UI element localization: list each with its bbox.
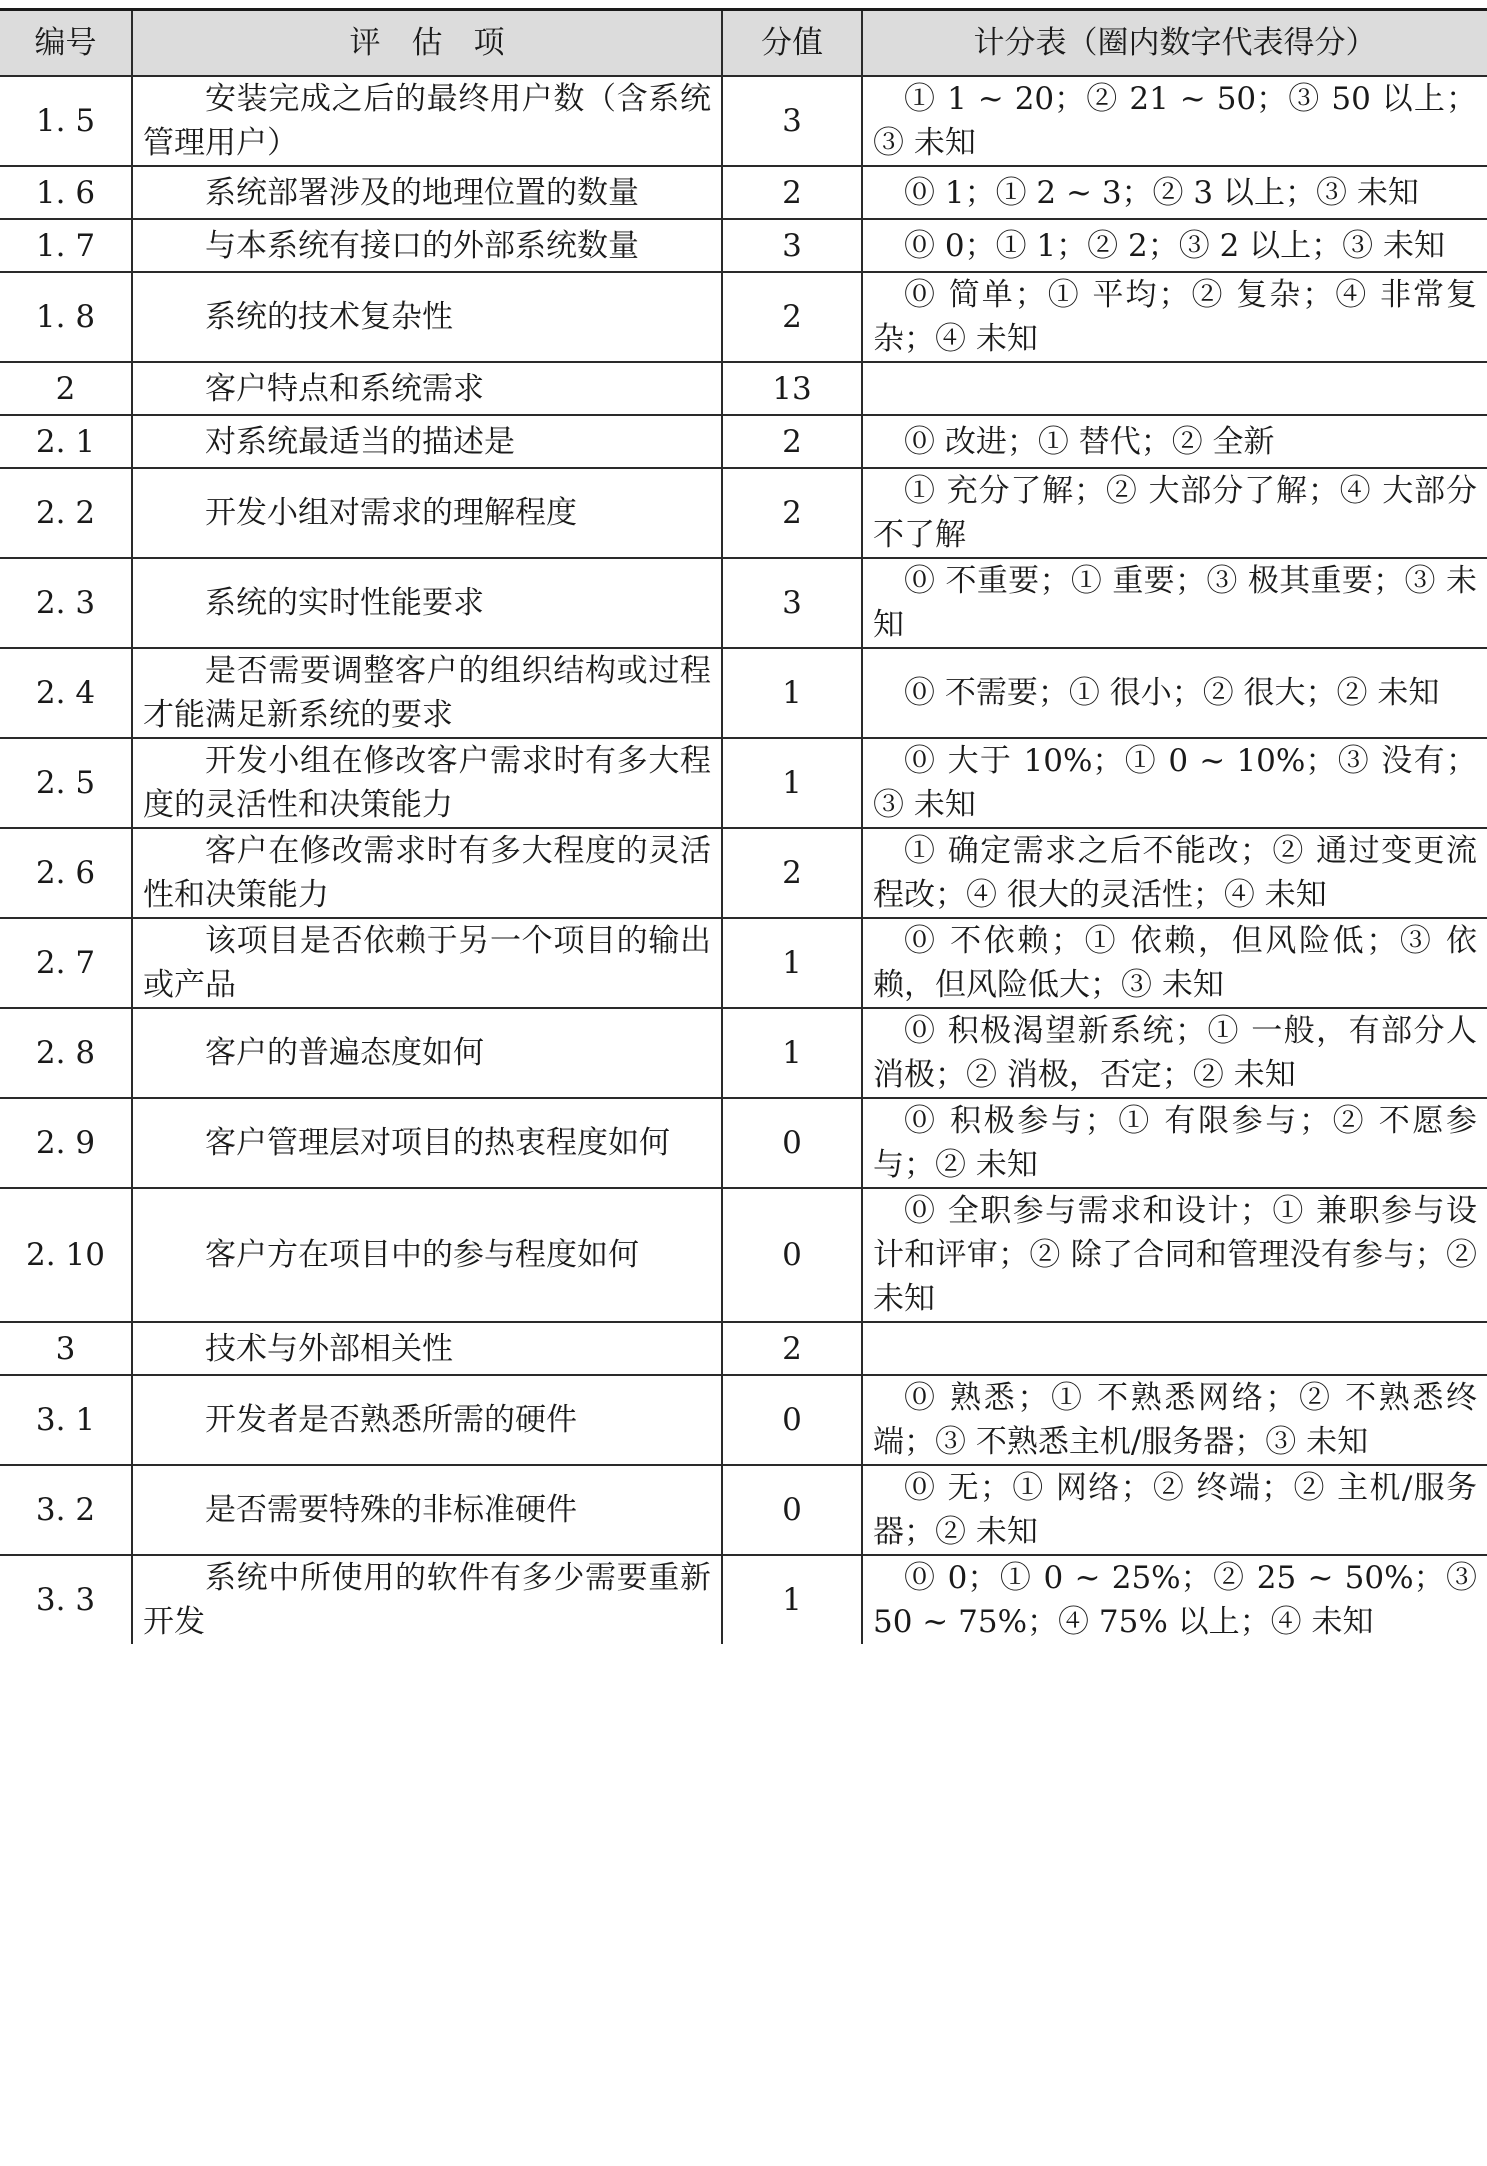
cell-id: 1. 7: [0, 219, 132, 272]
cell-score: 2: [722, 272, 862, 362]
cell-item: 系统的实时性能要求: [132, 558, 722, 648]
cell-scale: ① 1 ~ 20；② 21 ~ 50；③ 50 以上；③ 未知: [862, 76, 1487, 166]
cell-scale: ⓪ 不重要；① 重要；③ 极其重要；③ 未知: [862, 558, 1487, 648]
table-row: [0, 1008, 1487, 1098]
cell-item: 客户管理层对项目的热衷程度如何: [132, 1098, 722, 1188]
cell-id: 2. 4: [0, 648, 132, 738]
cell-score: 0: [722, 1465, 862, 1555]
cell-item: 开发小组在修改客户需求时有多大程度的灵活性和决策能力: [132, 738, 722, 828]
cell-item: 安装完成之后的最终用户数（含系统管理用户）: [132, 76, 722, 166]
risk-assessment-table: [0, 8, 1487, 1644]
cell-scale: [862, 1322, 1487, 1375]
cell-id: 3. 2: [0, 1465, 132, 1555]
cell-score: 0: [722, 1188, 862, 1322]
cell-item: 该项目是否依赖于另一个项目的输出或产品: [132, 918, 722, 1008]
cell-score: 0: [722, 1098, 862, 1188]
header-id: 编号: [0, 10, 132, 77]
cell-item: 客户方在项目中的参与程度如何: [132, 1188, 722, 1322]
cell-id: 1. 5: [0, 76, 132, 166]
cell-score: 1: [722, 1008, 862, 1098]
cell-scale: ⓪ 大于 10%；① 0 ~ 10%；③ 没有；③ 未知: [862, 738, 1487, 828]
cell-id: 2. 8: [0, 1008, 132, 1098]
table-row: [0, 1322, 1487, 1375]
cell-id: 3: [0, 1322, 132, 1375]
table-row: [0, 828, 1487, 918]
header-scale: 计分表（圈内数字代表得分）: [862, 10, 1487, 77]
cell-score: 1: [722, 648, 862, 738]
cell-id: 2. 10: [0, 1188, 132, 1322]
cell-id: 3. 3: [0, 1555, 132, 1644]
cell-id: 3. 1: [0, 1375, 132, 1465]
cell-score: 1: [722, 1555, 862, 1644]
cell-item: 技术与外部相关性: [132, 1322, 722, 1375]
cell-id: 2. 5: [0, 738, 132, 828]
cell-score: 13: [722, 362, 862, 415]
cell-scale: ⓪ 0；① 1；② 2；③ 2 以上；③ 未知: [862, 219, 1487, 272]
cell-scale: ⓪ 积极参与；① 有限参与；② 不愿参与；② 未知: [862, 1098, 1487, 1188]
cell-id: 1. 8: [0, 272, 132, 362]
table-row: [0, 648, 1487, 738]
cell-id: 2. 7: [0, 918, 132, 1008]
cell-score: 1: [722, 918, 862, 1008]
cell-id: 2. 1: [0, 415, 132, 468]
header-row: [0, 10, 1487, 77]
cell-item: 系统部署涉及的地理位置的数量: [132, 166, 722, 219]
table-row: [0, 362, 1487, 415]
table-row: [0, 738, 1487, 828]
table-row: [0, 415, 1487, 468]
cell-scale: ⓪ 不需要；① 很小；② 很大；② 未知: [862, 648, 1487, 738]
table-row: [0, 166, 1487, 219]
cell-scale: [862, 362, 1487, 415]
cell-item: 开发小组对需求的理解程度: [132, 468, 722, 558]
cell-scale: ① 确定需求之后不能改；② 通过变更流程改；④ 很大的灵活性；④ 未知: [862, 828, 1487, 918]
cell-score: 2: [722, 166, 862, 219]
header-item: 评 估 项: [132, 10, 722, 77]
cell-id: 1. 6: [0, 166, 132, 219]
cell-score: 2: [722, 828, 862, 918]
cell-item: 与本系统有接口的外部系统数量: [132, 219, 722, 272]
table-row: [0, 1465, 1487, 1555]
cell-score: 2: [722, 1322, 862, 1375]
cell-scale: ① 充分了解；② 大部分了解；④ 大部分不了解: [862, 468, 1487, 558]
cell-id: 2. 9: [0, 1098, 132, 1188]
cell-scale: ⓪ 无；① 网络；② 终端；② 主机/服务器；② 未知: [862, 1465, 1487, 1555]
table-body: [0, 76, 1487, 1644]
cell-scale: ⓪ 全职参与需求和设计；① 兼职参与设计和评审；② 除了合同和管理没有参与；② 未知: [862, 1188, 1487, 1322]
cell-item: 开发者是否熟悉所需的硬件: [132, 1375, 722, 1465]
cell-score: 2: [722, 468, 862, 558]
table-row: [0, 1375, 1487, 1465]
cell-id: 2. 6: [0, 828, 132, 918]
cell-scale: ⓪ 0；① 0 ~ 25%；② 25 ~ 50%；③ 50 ~ 75%；④ 75% 以上；④ 未知: [862, 1555, 1487, 1644]
cell-scale: ⓪ 改进；① 替代；② 全新: [862, 415, 1487, 468]
cell-score: 3: [722, 219, 862, 272]
cell-score: 0: [722, 1375, 862, 1465]
cell-id: 2. 3: [0, 558, 132, 648]
cell-item: 客户特点和系统需求: [132, 362, 722, 415]
cell-id: 2. 2: [0, 468, 132, 558]
cell-scale: ⓪ 不依赖；① 依赖，但风险低；③ 依赖，但风险低大；③ 未知: [862, 918, 1487, 1008]
cell-score: 1: [722, 738, 862, 828]
cell-item: 客户的普遍态度如何: [132, 1008, 722, 1098]
cell-item: 系统中所使用的软件有多少需要重新开发: [132, 1555, 722, 1644]
table-row: [0, 918, 1487, 1008]
cell-item: 系统的技术复杂性: [132, 272, 722, 362]
cell-scale: ⓪ 1；① 2 ~ 3；② 3 以上；③ 未知: [862, 166, 1487, 219]
header-score: 分值: [722, 10, 862, 77]
cell-id: 2: [0, 362, 132, 415]
cell-scale: ⓪ 简单；① 平均；② 复杂；④ 非常复杂；④ 未知: [862, 272, 1487, 362]
cell-scale: ⓪ 熟悉；① 不熟悉网络；② 不熟悉终端；③ 不熟悉主机/服务器；③ 未知: [862, 1375, 1487, 1465]
cell-score: 3: [722, 558, 862, 648]
table-row: [0, 558, 1487, 648]
table-row: [0, 76, 1487, 166]
cell-item: 是否需要特殊的非标准硬件: [132, 1465, 722, 1555]
cell-score: 3: [722, 76, 862, 166]
table-row: [0, 219, 1487, 272]
cell-score: 2: [722, 415, 862, 468]
table-row: [0, 1555, 1487, 1644]
cell-item: 对系统最适当的描述是: [132, 415, 722, 468]
cell-item: 客户在修改需求时有多大程度的灵活性和决策能力: [132, 828, 722, 918]
table-row: [0, 272, 1487, 362]
table-row: [0, 1098, 1487, 1188]
table-row: [0, 1188, 1487, 1322]
cell-scale: ⓪ 积极渴望新系统；① 一般，有部分人消极；② 消极，否定；② 未知: [862, 1008, 1487, 1098]
table-row: [0, 468, 1487, 558]
cell-item: 是否需要调整客户的组织结构或过程才能满足新系统的要求: [132, 648, 722, 738]
